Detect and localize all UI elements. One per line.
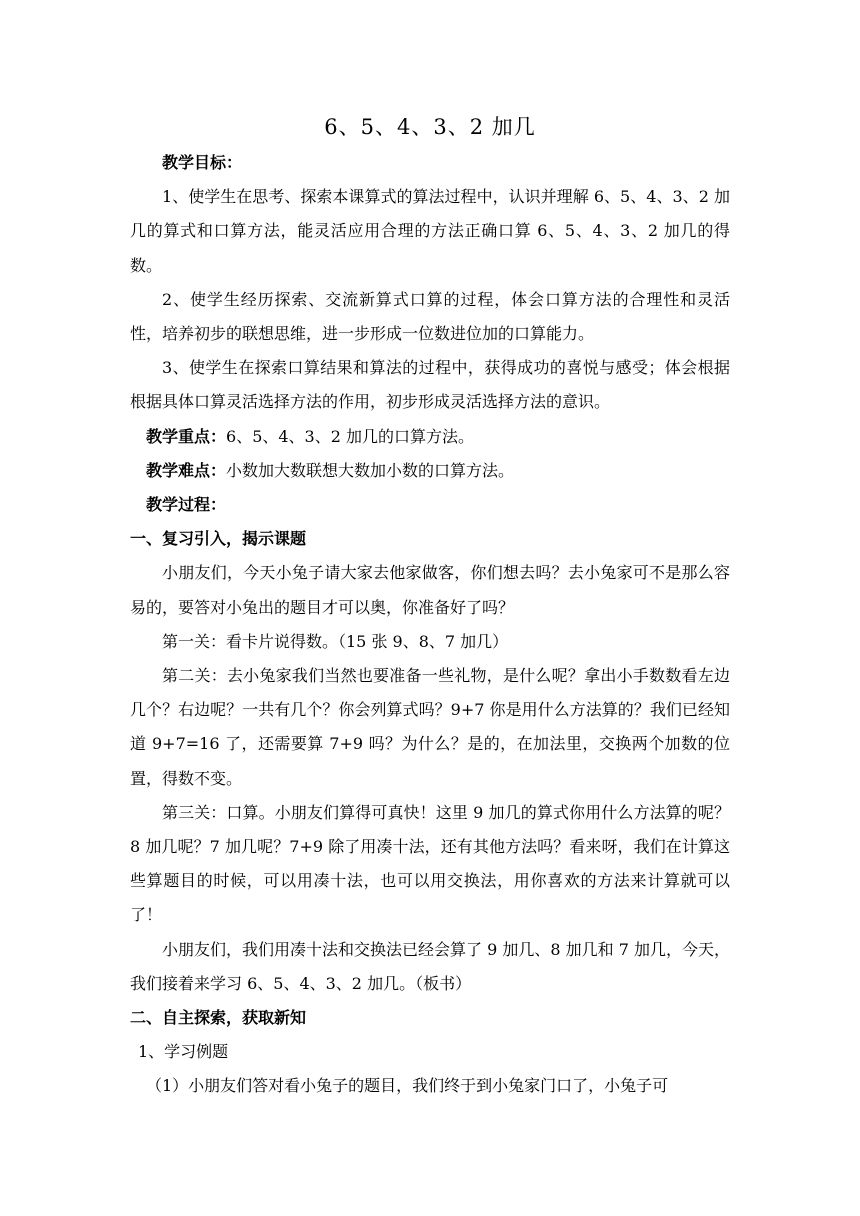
difficulty-text: 小数加大数联想大数加小数的口算方法。: [226, 460, 515, 480]
key-point: [130, 420, 730, 454]
paragraph-2: 第一关：看卡片说得数。（15 张 9、8、7 加几）: [162, 631, 509, 651]
process-heading: 教学过程：: [146, 495, 227, 515]
difficulty-label: 教学难点：: [146, 460, 227, 480]
section-1-heading: 一、复习引入，揭示课题: [130, 529, 307, 549]
goals-heading: 教学目标：: [162, 153, 243, 172]
paragraph-1: 小朋友们，今天小兔子请大家去他家做客，你们想去吗？去小兔家可不是那么容易的，要答对小兔出的题目才可以奥，你准备好了吗？: [130, 563, 730, 617]
goal-1: 1、使学生在思考、探索本课算式的算法过程中，认识并理解 6、5、4、3、2 加几的算式和口算方法，能灵活应用合理的方法正确口算 6、5、4、3、2 加几的得数。: [130, 187, 730, 275]
section-2-heading: 二、自主探索，获取新知: [130, 1008, 307, 1028]
difficulty: [130, 454, 730, 488]
paragraph-4: 第三关：口算。小朋友们算得可真快！这里 9 加几的算式你用什么方法算的呢？8 加几呢？7 加几呢？7+9 除了用凑十法，还有其他方法吗？看来呀，我们在计算这些算题目的时候，可以用凑十法，也可以用交换法，用你喜欢的方法来计算就可以了！: [130, 802, 730, 925]
paragraph-5: 小朋友们，我们用凑十法和交换法已经会算了 9 加几、8 加几和 7 加几，今天，我们接着来学习 6、5、4、3、2 加几。（板书）: [130, 939, 730, 993]
goal-3: 3、使学生在探索口算结果和算法的过程中，获得成功的喜悦与感受；体会根据根据具体口算灵活选择方法的作用，初步形成灵活选择方法的意识。: [130, 358, 730, 412]
key-point-text: 6、5、4、3、2 加几的口算方法。: [226, 426, 475, 446]
paragraph-3: 第二关：去小兔家我们当然也要准备一些礼物，是什么呢？拿出小手数数看左边几个？右边呢？一共有几个？你会列算式吗？9+7 你是用什么方法算的？我们已经知道 9+7=16 了，还需要算 7+9 吗？为什么？是的，在加法里，交换两个加数的位置，得数不变。: [130, 666, 730, 788]
document-body: [130, 146, 730, 1104]
paragraph-6: （1）小朋友们答对看小兔子的题目，我们终于到小兔家门口了，小兔子可: [146, 1076, 669, 1096]
subsection-1: 1、学习例题: [138, 1042, 229, 1062]
key-point-label: 教学重点：: [146, 426, 227, 446]
document-title: 6、5、4、3、2 加几: [324, 115, 536, 139]
goal-2: 2、使学生经历探索、交流新算式口算的过程，体会口算方法的合理性和灵活性，培养初步的联想思维，进一步形成一位数进位加的口算能力。: [130, 289, 730, 344]
